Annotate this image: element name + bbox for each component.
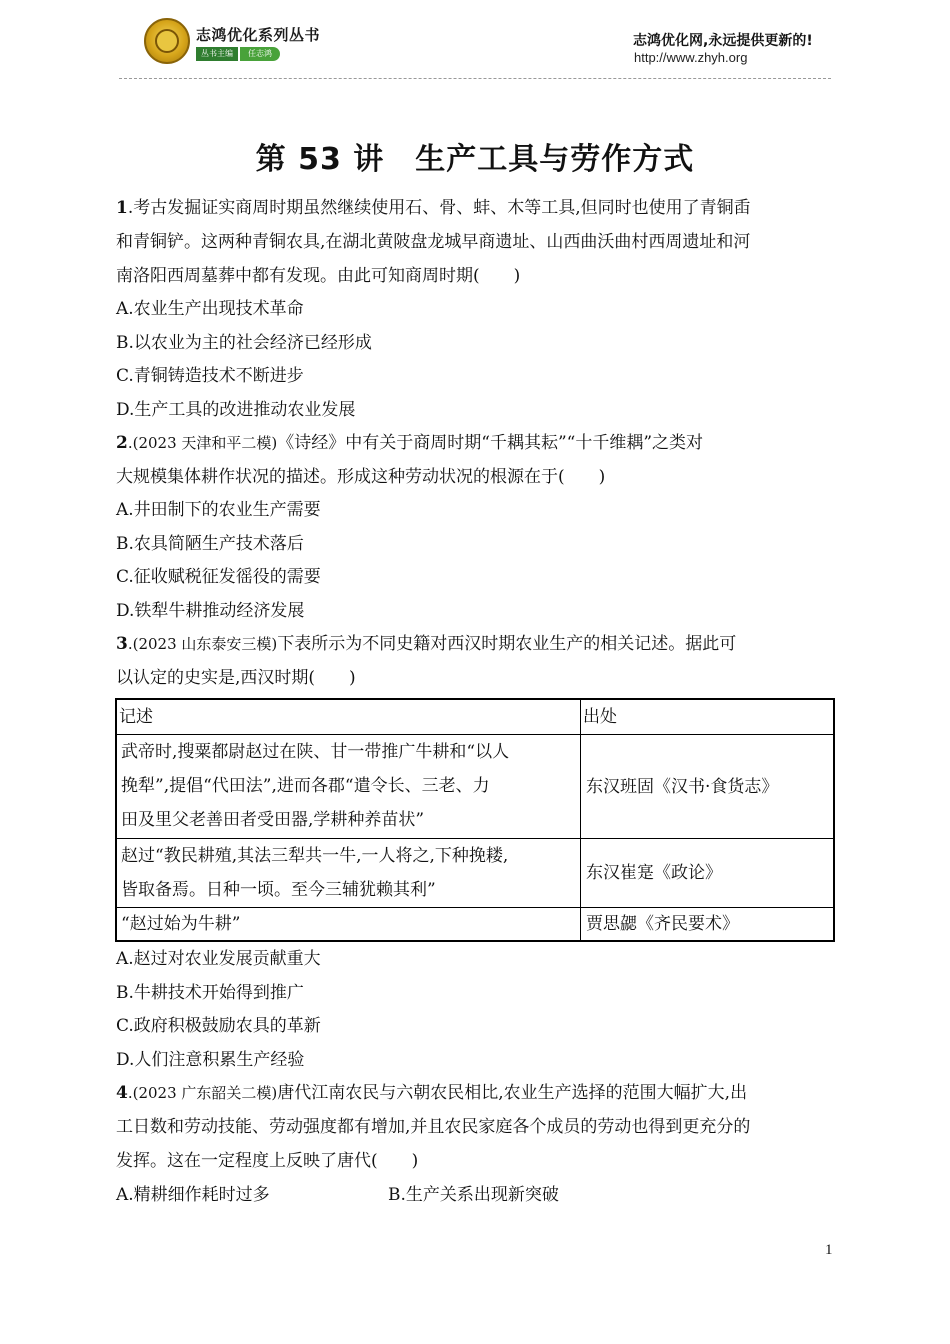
header-divider — [119, 78, 831, 79]
editor-label: 丛书主编 — [196, 47, 238, 61]
q4-source: .(2023 广东韶关二模) — [127, 1084, 278, 1102]
table-row-1-record-line-2: 挽犁”,提倡“代田法”,进而各郡“遣令长、三老、力 — [121, 776, 490, 796]
table-row-2-record-line-2: 皆取备焉。日种一顷。至今三辅犹赖其利” — [121, 880, 436, 900]
q2-option-b[interactable]: B.农具简陋生产技术落后 — [116, 534, 304, 554]
q4-line-1: 4.(2023 广东韶关二模)唐代江南农民与六朝农民相比,农业生产选择的范围大幅扩大,出 — [116, 1083, 748, 1103]
records-table — [115, 698, 835, 942]
q4-line-3: 发挥。这在一定程度上反映了唐代( ) — [116, 1151, 419, 1171]
q2-line-2: 大规模集体耕作状况的描述。形成这种劳动状况的根源在于( ) — [116, 467, 606, 487]
q1-option-c[interactable]: C.青铜铸造技术不断进步 — [116, 366, 304, 386]
table-row-1-record-line-1: 武帝时,搜粟都尉赵过在陕、甘一带推广牛耕和“以人 — [121, 742, 510, 762]
q3-option-b[interactable]: B.牛耕技术开始得到推广 — [116, 983, 304, 1003]
q1-option-d[interactable]: D.生产工具的改进推动农业发展 — [116, 400, 356, 420]
table-header-source: 出处 — [583, 707, 617, 727]
q3-source: .(2023 山东泰安三模) — [127, 635, 278, 653]
q3-line-1: 3.(2023 山东泰安三模)下表所示为不同史籍对西汉时期农业生产的相关记述。据此可 — [116, 634, 737, 654]
q2-option-d[interactable]: D.铁犁牛耕推动经济发展 — [116, 601, 305, 621]
table-header-record: 记述 — [119, 707, 153, 727]
q1-line-1: 1.考古发掘证实商周时期虽然继续使用石、骨、蚌、木等工具,但同时也使用了青铜臿 — [116, 198, 751, 218]
series-title: 志鸿优化系列丛书 — [196, 26, 321, 44]
page-title: 第 53 讲 生产工具与劳作方式 — [255, 142, 695, 177]
table-row-3-record-line-1: “赵过始为牛耕” — [121, 914, 241, 934]
q4-option-a[interactable]: A.精耕细作耗时过多 — [116, 1185, 270, 1205]
q2-option-a[interactable]: A.井田制下的农业生产需要 — [116, 500, 321, 520]
q3-line-2: 以认定的史实是,西汉时期( ) — [116, 668, 356, 688]
table-row-2-source: 东汉崔寔《政论》 — [586, 863, 722, 883]
q2-number: 2 — [116, 433, 128, 453]
q2-option-c[interactable]: C.征收赋税征发徭役的需要 — [116, 567, 321, 587]
table-row-1-source: 东汉班固《汉书·食货志》 — [586, 777, 779, 797]
q2-line-1: 2.(2023 天津和平二模)《诗经》中有关于商周时期“千耦其耘”“十千维耦”之类对 — [116, 433, 704, 453]
page-header — [0, 0, 950, 82]
series-logo-icon — [144, 18, 190, 64]
q1-line-2: 和青铜铲。这两种青铜农具,在湖北黄陂盘龙城早商遗址、山西曲沃曲村西周遗址和河 — [116, 232, 751, 252]
table-row-1-record-line-3: 田及里父老善田者受田器,学耕种养苗状” — [121, 810, 425, 830]
editor-name: 任志鸿 — [240, 47, 280, 61]
table-row-3-source: 贾思勰《齐民要术》 — [586, 914, 739, 934]
q1-number: 1 — [116, 198, 128, 218]
q3-option-d[interactable]: D.人们注意积累生产经验 — [116, 1050, 305, 1070]
q3-number: 3 — [116, 634, 128, 654]
header-url[interactable]: http://www.zhyh.org — [634, 50, 748, 65]
q4-line-2: 工日数和劳动技能、劳动强度都有增加,并且农民家庭各个成员的劳动也得到更充分的 — [116, 1117, 751, 1137]
header-slogan: 志鸿优化网,永远提供更新的! — [633, 33, 813, 49]
q3-option-a[interactable]: A.赵过对农业发展贡献重大 — [116, 949, 321, 969]
table-row-2-record-line-1: 赵过“教民耕殖,其法三犁共一牛,一人将之,下种挽耧, — [121, 846, 509, 866]
q1-option-a[interactable]: A.农业生产出现技术革命 — [116, 299, 304, 319]
q3-option-c[interactable]: C.政府积极鼓励农具的革新 — [116, 1016, 321, 1036]
q1-line-3: 南洛阳西周墓葬中都有发现。由此可知商周时期( ) — [116, 266, 521, 286]
editor-bar — [196, 47, 280, 61]
q2-source: .(2023 天津和平二模) — [127, 434, 278, 452]
q4-number: 4 — [116, 1083, 128, 1103]
q4-option-b[interactable]: B.生产关系出现新突破 — [388, 1185, 559, 1205]
q1-option-b[interactable]: B.以农业为主的社会经济已经形成 — [116, 333, 372, 353]
page-number: 1 — [825, 1242, 833, 1258]
